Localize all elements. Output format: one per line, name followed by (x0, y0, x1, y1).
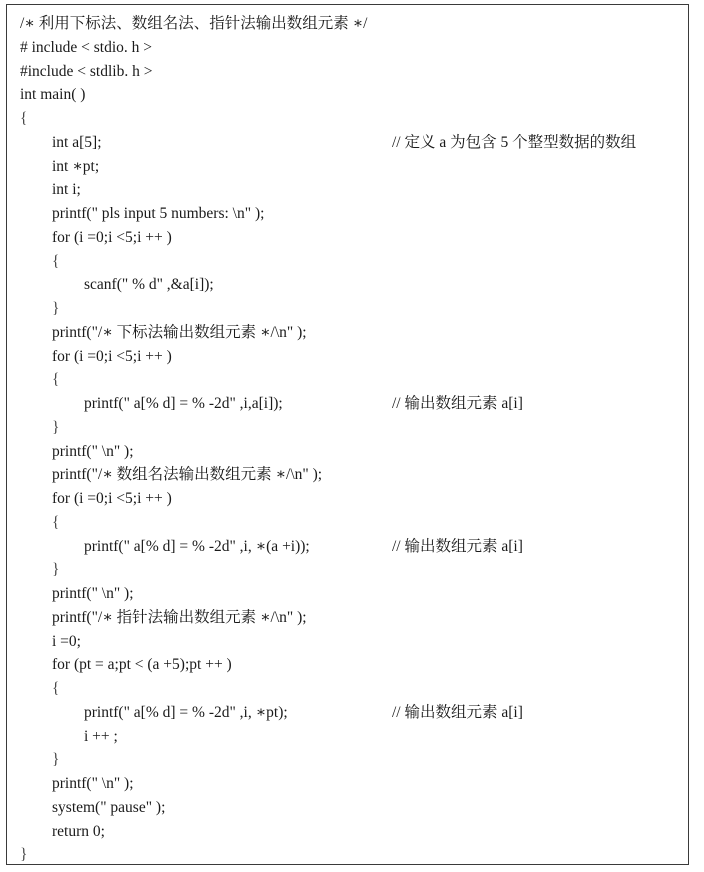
code-text: printf("/∗ 下标法输出数组元素 ∗/\n" ); (52, 323, 307, 341)
code-text: { (52, 252, 60, 270)
code-line (7, 227, 687, 249)
code-text: printf(" a[% d] = % -2d" ,i, ∗(a +i)); (84, 537, 310, 555)
code-line (7, 156, 687, 178)
code-text: i ++ ; (84, 727, 118, 745)
code-line (7, 559, 687, 581)
code-text: printf("/∗ 数组名法输出数组元素 ∗/\n" ); (52, 466, 323, 484)
code-text: int a[5]; (52, 133, 102, 151)
code-text: printf(" pls input 5 numbers: \n" ); (52, 205, 265, 222)
code-line (7, 488, 687, 510)
code-line (7, 108, 687, 130)
code-text: scanf(" % d" ,&a[i]); (84, 276, 214, 294)
code-line (7, 749, 687, 771)
code-line (7, 583, 687, 605)
code-text: printf(" \n" ); (52, 442, 134, 460)
code-text: } (20, 846, 28, 864)
code-listing-frame (6, 4, 689, 865)
code-line (7, 844, 687, 866)
code-text: for (i =0;i <5;i ++ ) (52, 490, 172, 507)
code-comment: // 定义 a 为包含 5 个整型数据的数组 (392, 133, 637, 151)
code-comment: // 输出数组元素 a[i] (392, 395, 523, 412)
code-line (7, 322, 687, 344)
code-line (7, 251, 687, 273)
code-line (7, 702, 687, 724)
code-text: { (52, 680, 60, 697)
code-line (7, 298, 687, 320)
code-text: system(" pause" ); (52, 798, 166, 816)
code-text: return 0; (52, 822, 105, 840)
code-text: printf(" a[% d] = % -2d" ,i,a[i]); (84, 395, 283, 412)
code-text: int i; (52, 181, 81, 199)
code-text: int ∗pt; (52, 157, 100, 175)
code-line (7, 536, 687, 558)
code-text: int main( ) (20, 86, 86, 104)
code-text: for (i =0;i <5;i ++ ) (52, 228, 172, 246)
code-text: { (52, 513, 60, 531)
code-line (7, 631, 687, 653)
code-line (7, 393, 687, 415)
code-line (7, 726, 687, 748)
code-line (7, 821, 687, 843)
code-line (7, 441, 687, 463)
code-comment: // 输出数组元素 a[i] (392, 537, 523, 555)
code-text: printf(" a[% d] = % -2d" ,i, ∗pt); (84, 703, 288, 721)
code-line (7, 607, 687, 629)
code-text: printf(" \n" ); (52, 775, 134, 792)
code-line (7, 179, 687, 201)
code-line (7, 797, 687, 819)
code-line (7, 512, 687, 534)
code-text: printf("/∗ 指针法输出数组元素 ∗/\n" ); (52, 608, 307, 626)
code-text: } (52, 300, 60, 317)
code-text: for (pt = a;pt < (a +5);pt ++ ) (52, 656, 232, 674)
code-line (7, 417, 687, 439)
code-line (7, 61, 687, 83)
code-line (7, 13, 687, 35)
code-line (7, 369, 687, 391)
code-line (7, 274, 687, 296)
code-comment: // 输出数组元素 a[i] (392, 703, 523, 721)
code-text: printf(" \n" ); (52, 585, 134, 602)
code-text: i =0; (52, 632, 81, 650)
code-text: } (52, 561, 60, 579)
code-line (7, 203, 687, 225)
code-text: #include < stdlib. h > (20, 62, 153, 80)
code-line (7, 678, 687, 700)
code-text: } (52, 751, 60, 769)
code-line (7, 773, 687, 795)
code-text: { (52, 371, 60, 389)
code-line (7, 654, 687, 676)
code-line (7, 346, 687, 368)
code-text: # include < stdio. h > (20, 38, 152, 56)
code-text: for (i =0;i <5;i ++ ) (52, 347, 172, 365)
code-text: { (20, 110, 28, 127)
code-line (7, 464, 687, 486)
code-line (7, 132, 687, 154)
code-line (7, 84, 687, 106)
code-text: /∗ 利用下标法、数组名法、指针法输出数组元素 ∗/ (20, 15, 368, 32)
code-line (7, 37, 687, 59)
code-text: } (52, 418, 60, 436)
